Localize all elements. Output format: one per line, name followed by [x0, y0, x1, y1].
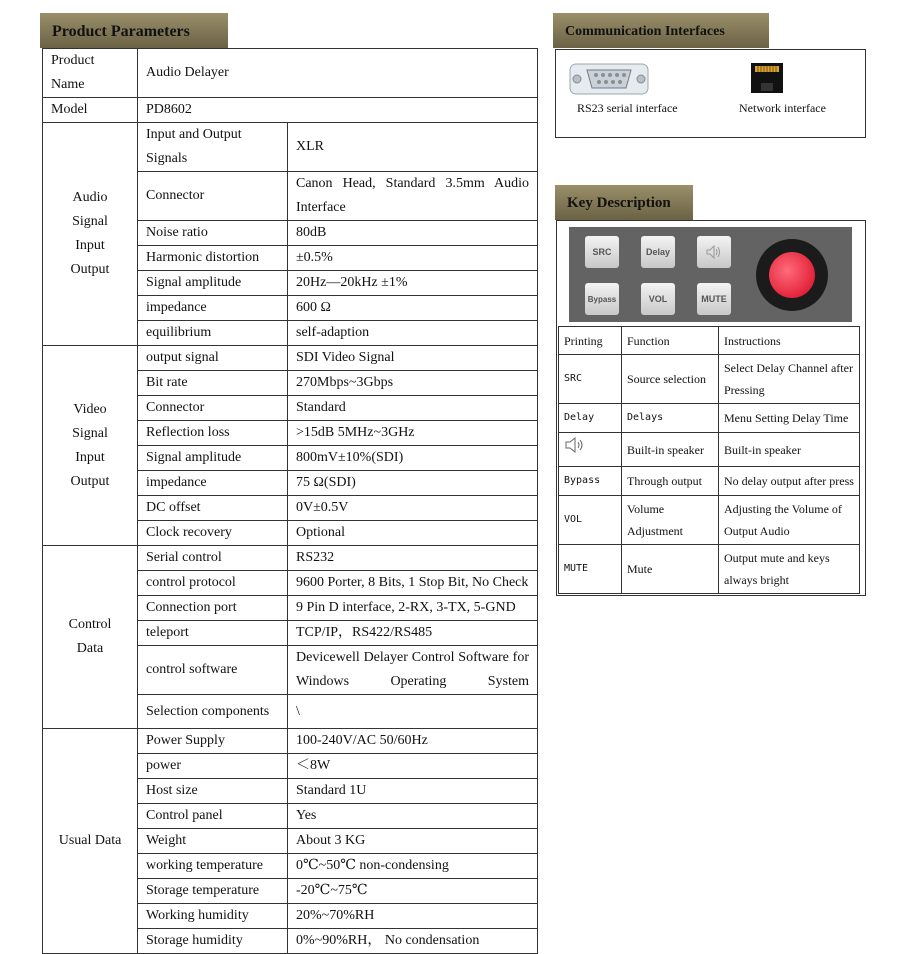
- param-value: >15dB 5MHz~3GHz: [288, 421, 538, 446]
- red-knob: [756, 239, 828, 311]
- param-value: Standard 1U: [288, 779, 538, 804]
- param-name: Noise ratio: [138, 221, 288, 246]
- param-value: ＜8W: [288, 754, 538, 779]
- param-value: TCP/IP，RS422/RS485: [288, 621, 538, 646]
- group-label: Usual Data: [43, 729, 138, 954]
- table-row: [43, 546, 538, 571]
- network-interface-label: Network interface: [739, 101, 826, 115]
- param-value: 600 Ω: [288, 296, 538, 321]
- param-name: impedance: [138, 471, 288, 496]
- param-value: SDI Video Signal: [288, 346, 538, 371]
- param-value: ±0.5%: [288, 246, 538, 271]
- function-cell: Delays: [622, 404, 719, 433]
- function-cell: Volume Adjustment: [622, 496, 719, 545]
- param-value: 75 Ω(SDI): [288, 471, 538, 496]
- param-name: Control panel: [138, 804, 288, 829]
- key-description-table: [558, 326, 860, 594]
- param-value: 80dB: [288, 221, 538, 246]
- table-row: [559, 545, 860, 594]
- param-name: Selection components: [138, 695, 288, 729]
- instructions-cell: No delay output after press: [719, 467, 860, 496]
- param-value: \: [288, 695, 538, 729]
- param-name: Working humidity: [138, 904, 288, 929]
- table-row: [43, 346, 538, 371]
- key-description-header: Key Description: [555, 185, 693, 220]
- printing-cell: Delay: [559, 404, 622, 433]
- param-name: Weight: [138, 829, 288, 854]
- param-value: 0℃~50℃ non-condensing: [288, 854, 538, 879]
- table-row: [43, 49, 538, 98]
- printing-cell: MUTE: [559, 545, 622, 594]
- instructions-cell: Select Delay Channel after Pressing: [719, 355, 860, 404]
- bypass-key: Bypass: [585, 283, 619, 315]
- param-value: 9 Pin D interface, 2-RX, 3-TX, 5-GND: [288, 596, 538, 621]
- param-value: 800mV±10%(SDI): [288, 446, 538, 471]
- model-value: PD8602: [138, 98, 538, 123]
- table-row: [559, 404, 860, 433]
- instructions-cell: Built-in speaker: [719, 433, 860, 467]
- param-value: 0%~90%RH， No condensation: [288, 929, 538, 954]
- vol-key: VOL: [641, 283, 675, 315]
- product-name-value: Audio Delayer: [138, 49, 538, 98]
- param-name: Signal amplitude: [138, 271, 288, 296]
- function-cell: Built-in speaker: [622, 433, 719, 467]
- mute-key: MUTE: [697, 283, 731, 315]
- table-row: [43, 98, 538, 123]
- src-key: SRC: [585, 236, 619, 268]
- param-name: Signal amplitude: [138, 446, 288, 471]
- param-name: Serial control: [138, 546, 288, 571]
- param-name: Host size: [138, 779, 288, 804]
- param-name: output signal: [138, 346, 288, 371]
- group-label: Control Data: [43, 546, 138, 729]
- column-header: Instructions: [719, 327, 860, 355]
- param-value: 9600 Porter, 8 Bits, 1 Stop Bit, No Check: [288, 571, 538, 596]
- param-name: power: [138, 754, 288, 779]
- param-name: Bit rate: [138, 371, 288, 396]
- param-value: 270Mbps~3Gbps: [288, 371, 538, 396]
- param-name: teleport: [138, 621, 288, 646]
- param-value: 20Hz—20kHz ±1%: [288, 271, 538, 296]
- param-value: Devicewell Delayer Control Software for Windows Operating System: [288, 646, 538, 695]
- product-parameters-header: Product Parameters: [40, 13, 228, 48]
- table-row: [43, 123, 538, 172]
- param-value: Yes: [288, 804, 538, 829]
- param-name: equilibrium: [138, 321, 288, 346]
- key-panel-image: [569, 227, 852, 322]
- column-header: Function: [622, 327, 719, 355]
- param-value: Canon Head, Standard 3.5mm Audio Interface: [288, 172, 538, 221]
- param-name: DC offset: [138, 496, 288, 521]
- param-name: Reflection loss: [138, 421, 288, 446]
- instructions-cell: Output mute and keys always bright: [719, 545, 860, 594]
- product-name-label: Product Name: [43, 49, 138, 98]
- param-name: Harmonic distortion: [138, 246, 288, 271]
- instructions-cell: Adjusting the Volume of Output Audio: [719, 496, 860, 545]
- param-name: control software: [138, 646, 288, 695]
- printing-cell: Bypass: [559, 467, 622, 496]
- table-row: [43, 729, 538, 754]
- param-name: Connector: [138, 172, 288, 221]
- delay-key: Delay: [641, 236, 675, 268]
- param-name: Connection port: [138, 596, 288, 621]
- param-name: Connector: [138, 396, 288, 421]
- param-name: control protocol: [138, 571, 288, 596]
- param-name: working temperature: [138, 854, 288, 879]
- param-name: Power Supply: [138, 729, 288, 754]
- function-cell: Source selection: [622, 355, 719, 404]
- printing-cell: VOL: [559, 496, 622, 545]
- speaker-icon: [706, 245, 722, 259]
- product-parameters-table: [42, 48, 538, 954]
- model-label: Model: [43, 98, 138, 123]
- printing-cell: [559, 433, 622, 467]
- param-value: self-adaption: [288, 321, 538, 346]
- param-name: Clock recovery: [138, 521, 288, 546]
- table-row: [559, 355, 860, 404]
- param-value: Optional: [288, 521, 538, 546]
- param-name: impedance: [138, 296, 288, 321]
- column-header: Printing: [559, 327, 622, 355]
- param-name: Storage humidity: [138, 929, 288, 954]
- rs232-port-icon: [569, 63, 649, 95]
- function-cell: Through output: [622, 467, 719, 496]
- param-value: 100-240V/AC 50/60Hz: [288, 729, 538, 754]
- param-name: Input and Output Signals: [138, 123, 288, 172]
- communication-interfaces-box: [555, 49, 866, 138]
- param-name: Storage temperature: [138, 879, 288, 904]
- function-cell: Mute: [622, 545, 719, 594]
- serial-interface-label: RS23 serial interface: [577, 101, 678, 115]
- table-row: [559, 433, 860, 467]
- param-value: Standard: [288, 396, 538, 421]
- param-value: About 3 KG: [288, 829, 538, 854]
- param-value: -20℃~75℃: [288, 879, 538, 904]
- param-value: XLR: [288, 123, 538, 172]
- instructions-cell: Menu Setting Delay Time: [719, 404, 860, 433]
- communication-interfaces-header: Communication Interfaces: [553, 13, 769, 48]
- param-value: RS232: [288, 546, 538, 571]
- printing-cell: SRC: [559, 355, 622, 404]
- table-row: [559, 467, 860, 496]
- table-row: [559, 496, 860, 545]
- param-value: 0V±0.5V: [288, 496, 538, 521]
- group-label: Audio Signal Input Output: [43, 123, 138, 346]
- group-label: Video Signal Input Output: [43, 346, 138, 546]
- network-port-icon: [751, 63, 783, 93]
- param-value: 20%~70%RH: [288, 904, 538, 929]
- speaker-key: [697, 236, 731, 268]
- table-header-row: [559, 327, 860, 355]
- speaker-icon: [564, 436, 586, 454]
